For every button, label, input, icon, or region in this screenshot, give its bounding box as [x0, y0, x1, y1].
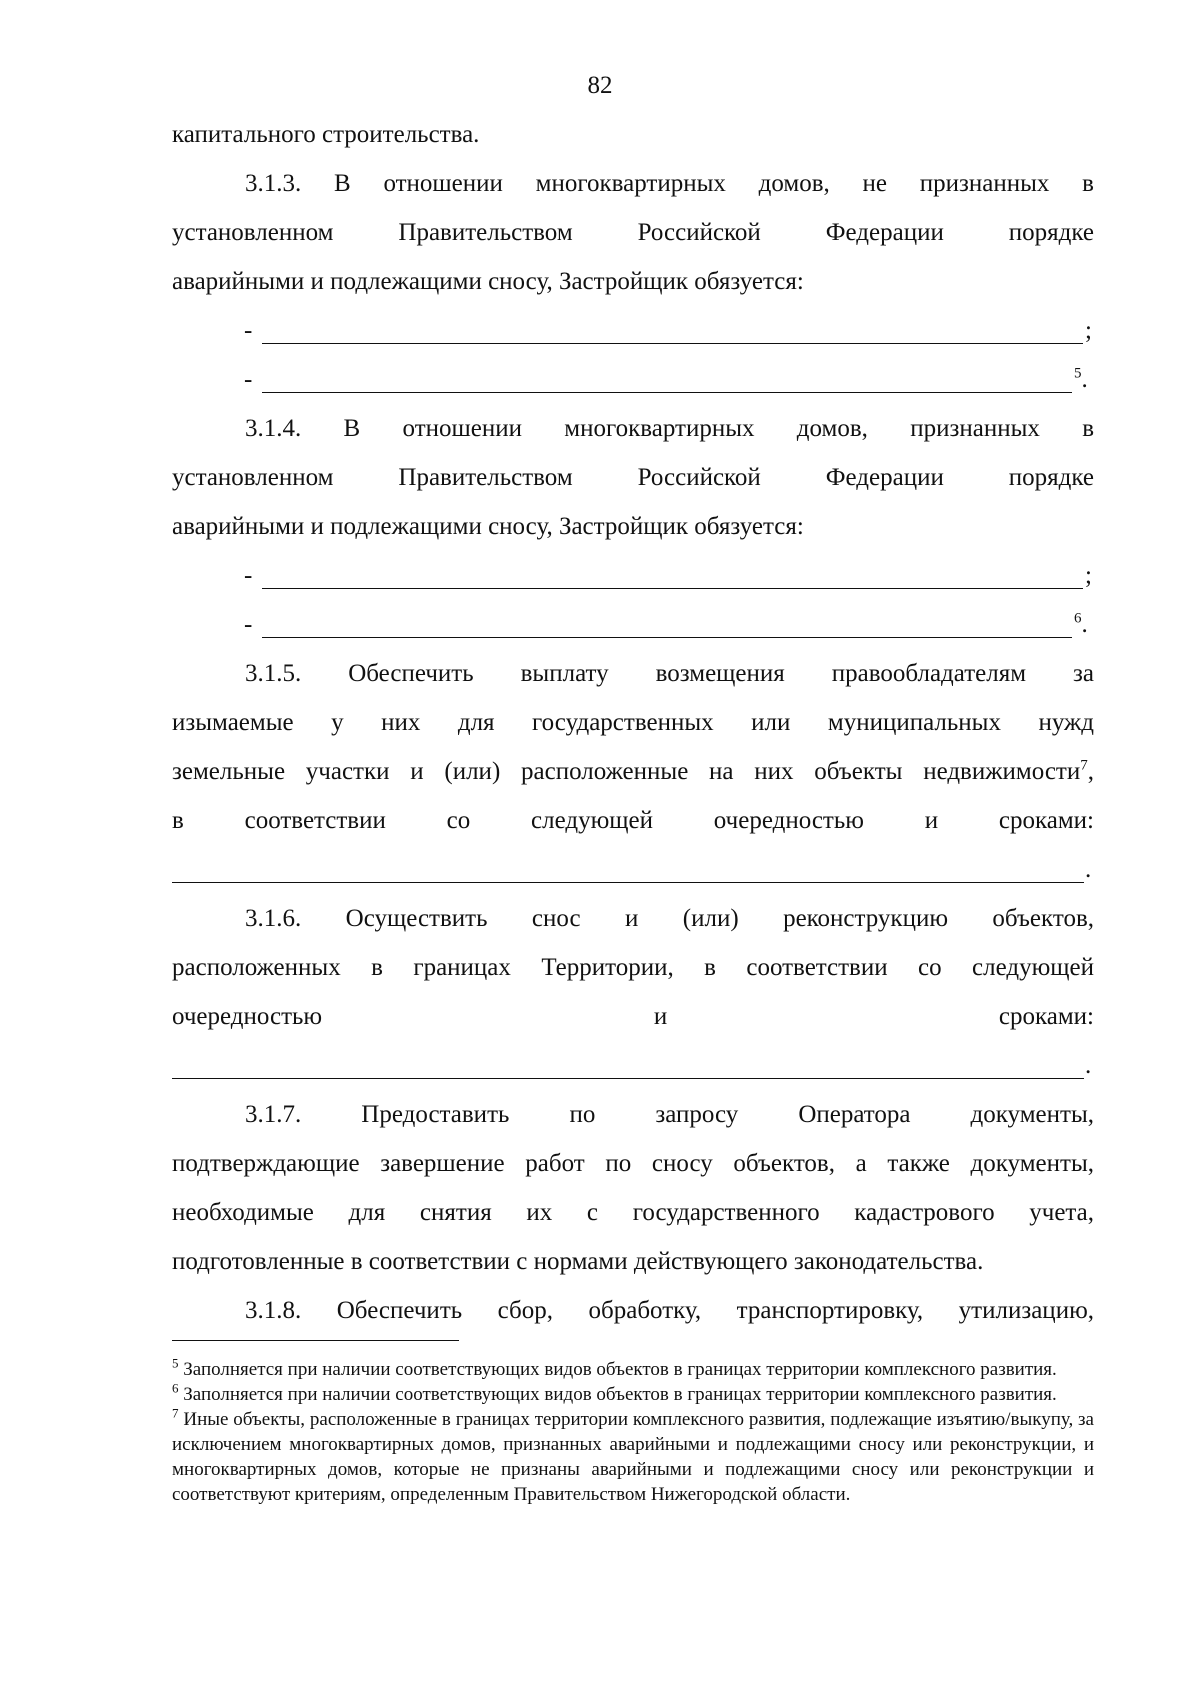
p313-line-2: установленном Правительством Российской Федерации порядке: [172, 219, 1094, 246]
p314-line-1: 3.1.4. В отношении многоквартирных домов, признанных в: [245, 415, 1094, 442]
p317-line-1: 3.1.7. Предоставить по запросу Оператора документы,: [245, 1101, 1094, 1128]
p316-line-3: очередностью и сроками:: [172, 1003, 1094, 1030]
blank-dash: -: [244, 317, 253, 344]
footnotes: [172, 1357, 1094, 1507]
footnote-ref-5: 5: [1074, 365, 1082, 382]
paragraph-3-1-8: [172, 1286, 1094, 1335]
blank-end: ;: [1085, 317, 1092, 344]
p316-blank: [172, 1041, 1094, 1090]
blank-end: .: [1085, 856, 1092, 883]
paragraph-3-1-6: [172, 894, 1094, 1090]
paragraph-3-1-3: [172, 159, 1094, 404]
fill-in-line: [262, 588, 1083, 589]
paragraph-3-1-7: [172, 1090, 1094, 1286]
p317-line-2: подтверждающие завершение работ по сносу объектов, а также документы,: [172, 1150, 1094, 1177]
blank-end-with-note: $^6$.: [1074, 610, 1088, 638]
page-number: 82: [587, 72, 613, 99]
paragraph-3-1-4: [172, 404, 1094, 649]
blank-dash: -: [244, 562, 253, 589]
p313-blank-2: [172, 355, 1094, 404]
footnote-5: $^5$ Заполняется при наличии соответствующих видов объектов в границах территории комплексного развития.: [172, 1355, 1057, 1380]
footnote-separator: [172, 1340, 459, 1341]
p315-line-3: земельные участки и (или) расположенные на них объекты недвижимости$^7$,: [172, 757, 1094, 785]
p315-line-1: 3.1.5. Обеспечить выплату возмещения правообладателям за: [245, 660, 1094, 687]
p315-blank: [172, 845, 1094, 894]
blank-dash: -: [244, 366, 253, 393]
p315-line-2: изымаемые у них для государственных или муниципальных нужд: [172, 709, 1094, 736]
footnote-6: $^6$ Заполняется при наличии соответствующих видов объектов в границах территории комплексного развития.: [172, 1380, 1057, 1405]
p314-line-3: аварийными и подлежащими сносу, Застройщик обязуется:: [172, 513, 804, 540]
blank-end: .: [1085, 1052, 1092, 1079]
p315-line-4: в соответствии со следующей очередностью и сроками:: [172, 807, 1094, 834]
p318-line-1: 3.1.8. Обеспечить сбор, обработку, транспортировку, утилизацию,: [245, 1297, 1094, 1324]
p314-line-2: установленном Правительством Российской Федерации порядке: [172, 464, 1094, 491]
fill-in-line: [262, 343, 1083, 344]
intro-line: капитального строительства.: [172, 121, 480, 148]
p313-blank-1: [172, 306, 1094, 355]
footnote-ref-6: 6: [1074, 610, 1082, 627]
blank-dash: -: [244, 611, 253, 638]
fill-in-line: [172, 882, 1084, 883]
p313-line-1: 3.1.3. В отношении многоквартирных домов, не признанных в: [245, 170, 1094, 197]
footnote-7: $^7$ Иные объекты, расположенные в границах территории комплексного развития, подлежащие изъятию/выкупу, за исключением многоквартирных домов, признанных аварийными и подлежащими сносу или реконструкции, и многоквартирных домов, которые не признаны аварийными и подлежащими сносу или реконструкции и соответствуют критериям, определенным Правительством Нижегородской области.: [172, 1405, 1094, 1505]
blank-end-with-note: $^5$.: [1074, 365, 1088, 393]
footnote-ref-7: 7: [1080, 757, 1088, 774]
p316-line-2: расположенных в границах Территории, в соответствии со следующей: [172, 954, 1094, 981]
fill-in-line: [262, 392, 1072, 393]
paragraph-3-1-5: [172, 649, 1094, 894]
fill-in-line: [172, 1078, 1084, 1079]
p316-line-1: 3.1.6. Осуществить снос и (или) реконструкцию объектов,: [245, 905, 1094, 932]
p317-line-4: подготовленные в соответствии с нормами действующего законодательства.: [172, 1248, 984, 1275]
p314-blank-1: [172, 551, 1094, 600]
blank-end: ;: [1085, 562, 1092, 589]
p313-line-3: аварийными и подлежащими сносу, Застройщик обязуется:: [172, 268, 804, 295]
fill-in-line: [262, 637, 1072, 638]
p314-blank-2: [172, 600, 1094, 649]
p317-line-3: необходимые для снятия их с государственного кадастрового учета,: [172, 1199, 1094, 1226]
